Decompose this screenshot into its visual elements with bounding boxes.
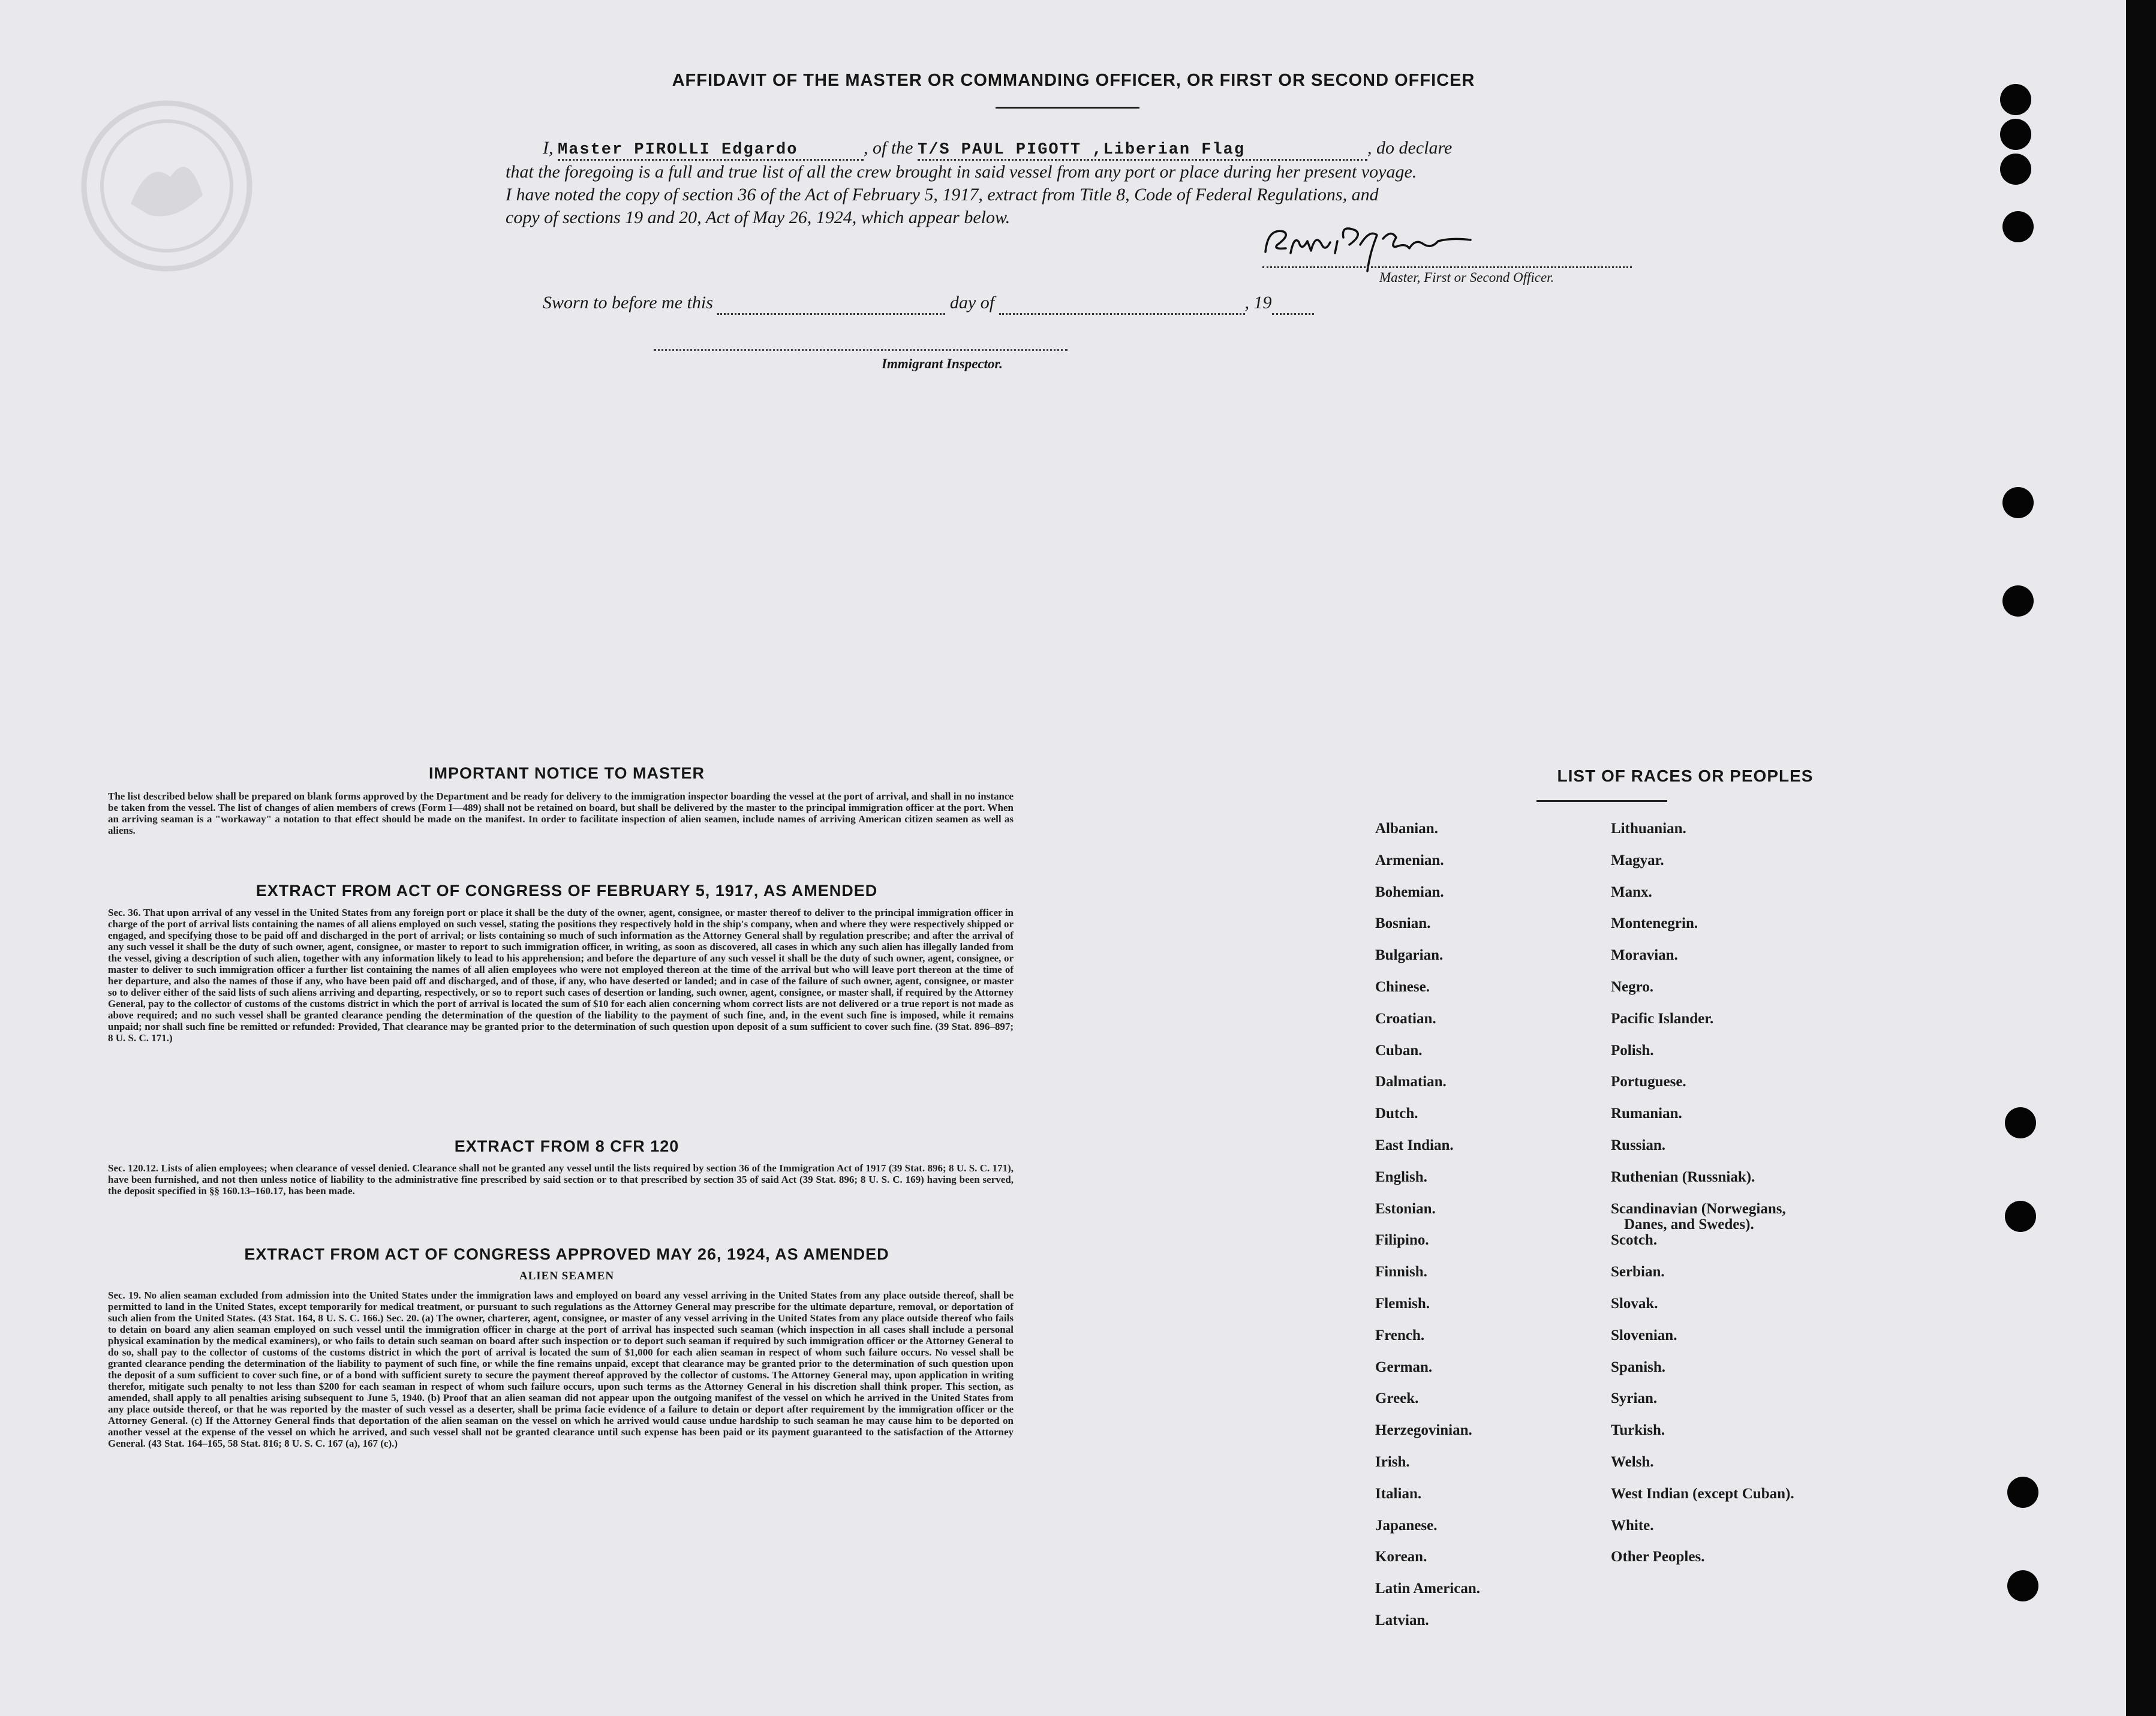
cfr-title: EXTRACT FROM 8 CFR 120 <box>454 1137 679 1155</box>
race-item: Bulgarian. <box>1375 947 1444 964</box>
act-1917-title: EXTRACT FROM ACT OF CONGRESS OF FEBRUARY 5, 1917, AS AMENDED <box>255 882 878 900</box>
race-item: Dutch. <box>1375 1105 1418 1122</box>
race-item: English. <box>1375 1168 1427 1185</box>
scan-edge <box>2126 0 2156 1716</box>
inspector-signature-line <box>654 349 1068 351</box>
notice-text: The list described below shall be prepared on blank forms approved by the Department and be ready for delivery to the immigration inspector boarding the vessel at the port of arrival, and shall in no instance be taken from the vessel. The list of changes of alien members of crews (Form I—489) shall not be retained on board, but shall be delivered by the master to the principal immigration officer at the port. When an arriving seaman is a "workaway" a notation to that effect should be made on the manifest. In order to facilitate inspection of alien seamen, include names of arriving American citizen seamen as well as aliens. <box>108 791 1014 836</box>
title-rule <box>996 107 1139 109</box>
punch-hole <box>2002 487 2034 518</box>
sworn-prefix: Sworn to before me this <box>543 293 713 312</box>
signature-caption: Master, First or Second Officer. <box>1379 270 1554 285</box>
race-item: Turkish. <box>1611 1422 1665 1439</box>
race-item: Danes, and Swedes). <box>1624 1216 1754 1233</box>
race-item: Serbian. <box>1611 1264 1665 1281</box>
race-item: Magyar. <box>1611 852 1664 868</box>
race-item: Latvian. <box>1375 1612 1429 1628</box>
race-item: Latin American. <box>1375 1580 1480 1597</box>
declaration-line-2: that the foregoing is a full and true list of all the crew brought in said vessel from any port or place during her present voyage. <box>506 162 1417 182</box>
punch-hole <box>2005 1107 2036 1138</box>
race-item: Welsh. <box>1611 1454 1654 1470</box>
race-item: Croatian. <box>1375 1010 1436 1027</box>
race-item: Rumanian. <box>1611 1105 1682 1122</box>
vessel-value: T/S PAUL PIGOTT ,Liberian Flag <box>918 141 1246 159</box>
race-item: Estonian. <box>1375 1200 1436 1217</box>
act-1917-text: Sec. 36. That upon arrival of any vessel in the United States from any foreign port or place it shall be the duty of the owner, agent, consignee, or master thereof to deliver to the principal immigration officer in charge of the port of arrival lists containing the names of all aliens employed on such vessel, stating the positions they respectively hold in the ship's company, when and where they were respectively shipped or engaged, and specifying those to be paid off and discharged in the port of arrival; or lists containing so much of such information as the Attorney General shall by regulation prescribe; and after the arrival of any such vessel it shall be the duty of such owner, agent, consignee, or master to report to such immigration officer, in writing, as soon as discovered, all cases in which any such alien has illegally landed from the vessel, giving a description of such alien, together with any information likely to lead to his apprehension; and before the departure of any such vessel it shall be the duty of such owner, agent, consignee, or master to deliver to such immigration officer a further list containing the names of all alien employees who were not employed thereon at the time of the arrival but who will leave port thereon at the time of her departure, and also the names of those if any, who have been paid off and discharged, and of those, if any, who have deserted or landed; and in case of the failure of such owner, agent, consignee, or master so to deliver either of the said lists of such aliens arriving and departing, respectively, or so to report such cases of desertion or landing, such owner, agent, consignee, or master shall, if required by the Attorney General, pay to the collector of customs of the customs district in which the port of arrival is located the sum of $10 for each alien concerning whom correct lists are not delivered or a true report is not made as above required; and no such vessel shall be granted clearance pending the determination of the question of the liability to the payment of such fine, and, in the event such fine is imposed, while it remains unpaid; nor shall such fine be remitted or refunded: Provided, That clearance may be granted prior to the determination of such question upon deposit of a sum sufficient to cover such fine. (39 Stat. 896–897; 8 U. S. C. 171.) <box>108 907 1014 1044</box>
race-item: Manx. <box>1611 883 1652 900</box>
notice-title: IMPORTANT NOTICE TO MASTER <box>429 764 705 782</box>
race-item: Slovak. <box>1611 1296 1658 1312</box>
race-item: Armenian. <box>1375 852 1444 868</box>
race-item: Greek. <box>1375 1390 1419 1407</box>
race-item: Finnish. <box>1375 1264 1427 1281</box>
race-item: Scotch. <box>1611 1232 1658 1249</box>
sworn-year-label: , 19 <box>1244 293 1272 312</box>
race-item: Negro. <box>1611 979 1654 995</box>
race-item: Cuban. <box>1375 1042 1423 1059</box>
declaration-pronoun: I, <box>543 138 554 158</box>
sworn-date-field <box>717 293 945 315</box>
race-item: Bohemian. <box>1375 883 1444 900</box>
declaration-line-4: copy of sections 19 and 20, Act of May 26, 1924, which appear below. <box>506 208 1011 227</box>
signature-line <box>1262 266 1632 268</box>
race-item: Bosnian. <box>1375 915 1431 932</box>
race-item: Flemish. <box>1375 1296 1430 1312</box>
punch-hole <box>2005 1201 2036 1232</box>
act-1924-title: EXTRACT FROM ACT OF CONGRESS APPROVED MAY 26, 1924, AS AMENDED <box>244 1245 889 1263</box>
inspector-caption: Immigrant Inspector. <box>882 356 1003 371</box>
vessel-field <box>918 138 1367 161</box>
race-item: Polish. <box>1611 1042 1654 1059</box>
of-the-label: , of the <box>864 138 913 158</box>
race-item: Montenegrin. <box>1611 915 1698 932</box>
race-item: Lithuanian. <box>1611 821 1686 837</box>
race-item: Russian. <box>1611 1137 1666 1153</box>
affidavit-title: AFFIDAVIT OF THE MASTER OR COMMANDING OFFICER, OR FIRST OR SECOND OFFICER <box>672 71 1475 90</box>
race-item: Irish. <box>1375 1454 1410 1470</box>
alien-seamen-subtitle: ALIEN SEAMEN <box>519 1270 615 1282</box>
punch-hole <box>2007 1477 2038 1508</box>
race-item: Japanese. <box>1375 1517 1438 1534</box>
race-item: French. <box>1375 1327 1425 1344</box>
handwritten-signature <box>1259 217 1511 277</box>
race-item: Korean. <box>1375 1549 1427 1565</box>
race-item: Chinese. <box>1375 979 1430 995</box>
races-title-rule <box>1536 800 1667 802</box>
do-declare-label: , do declare <box>1367 138 1453 158</box>
race-item: German. <box>1375 1359 1433 1375</box>
race-item: Albanian. <box>1375 821 1438 837</box>
master-name-field <box>558 138 864 161</box>
race-item: Moravian. <box>1611 947 1678 964</box>
declaration-line-3: I have noted the copy of section 36 of the Act of February 5, 1917, extract from Title 8, Code of Federal Regulations, and <box>506 185 1379 205</box>
declaration-line-1 <box>543 138 1452 161</box>
race-item: Dalmatian. <box>1375 1074 1447 1090</box>
punch-hole <box>2000 119 2031 150</box>
punch-hole <box>2002 585 2034 617</box>
master-name-value: Master PIROLLI Edgardo <box>558 141 798 159</box>
race-item: Herzegovinian. <box>1375 1422 1472 1439</box>
races-title: LIST OF RACES OR PEOPLES <box>1557 767 1814 785</box>
race-item: Syrian. <box>1611 1390 1658 1407</box>
race-item: Spanish. <box>1611 1359 1666 1375</box>
sworn-year-field <box>1272 293 1314 315</box>
punch-hole <box>2007 1570 2038 1601</box>
race-item: Italian. <box>1375 1485 1422 1502</box>
sworn-line <box>543 293 1314 315</box>
race-item: Scandinavian (Norwegians, <box>1611 1200 1786 1217</box>
race-item: Slovenian. <box>1611 1327 1677 1344</box>
race-item: Filipino. <box>1375 1232 1429 1249</box>
embossed-seal-icon <box>77 96 257 276</box>
sworn-month-field <box>999 293 1245 315</box>
race-item: Portuguese. <box>1611 1074 1686 1090</box>
race-item: East Indian. <box>1375 1137 1454 1153</box>
sworn-day-label: day of <box>949 293 995 312</box>
punch-hole <box>2000 84 2031 115</box>
race-item: Pacific Islander. <box>1611 1010 1714 1027</box>
act-1924-text: Sec. 19. No alien seaman excluded from admission into the United States under the immigration laws and employed on board any vessel arriving in the United States from any place outside thereof, shall be permitted to land in the United States, except temporarily for medical treatment, or pursuant to such regulations as the Attorney General may prescribe for the ultimate departure, removal, or deportation of such alien from the United States. (43 Stat. 164, 8 U. S. C. 166.) Sec. 20. (a) The owner, charterer, agent, consignee, or master of any vessel arriving in the United States from any place outside thereof who fails to detain on board any alien seaman employed on such vessel until the immigration officer in charge at the port of arrival has inspected such seaman (which inspection in all cases shall include a personal physical examination by the medical examiners), or who fails to detain such seaman on board after such inspection or to deport such seaman if required by such immigration officer or the Attorney General to do so, shall pay to the collector of customs of the customs district in which the port of arrival is located the sum of $1,000 for each alien seaman in respect of whom such failure occurs. No vessel shall be granted clearance pending the determination of the liability to payment of such fine, or while the fine remains unpaid, except that clearance may be granted prior to the determination of such question upon the deposit of a sum sufficient to cover such fine, or of a bond with sufficient surety to secure the payment thereof approved by the collector of customs. The Attorney General may, upon application in writing therefor, mitigate such penalty to not less than $200 for each seaman in respect of whom such failure occurs, upon such terms as the Attorney General in his discretion shall think proper. This section, as amended, shall apply to all penalties arising subsequent to June 5, 1940. (b) Proof that an alien seaman did not appear upon the outgoing manifest of the vessel on which he arrived in the United States from any place outside thereof, or that he was reported by the master of such vessel as a deserter, shall be prima facie evidence of a failure to detain or deport after requirement by the immigration officer or the Attorney General. (c) If the Attorney General finds that deportation of the alien seaman on the vessel on which he arrived would cause undue hardship to such seaman he may cause him to be deported on another vessel at the expense of the vessel on which he arrived, and such vessel shall not be granted clearance until such expense has been paid or its payment guaranteed to the satisfaction of the Attorney General. (43 Stat. 164–165, 58 Stat. 816; 8 U. S. C. 167 (a), 167 (c).) <box>108 1290 1014 1449</box>
race-item: West Indian (except Cuban). <box>1611 1485 1794 1502</box>
cfr-text: Sec. 120.12. Lists of alien employees; when clearance of vessel denied. Clearance shall not be granted any vessel until the lists required by section 36 of the Immigration Act of 1917 (39 Stat. 896; 8 U. S. C. 171), have been furnished, and not then unless notice of liability to the administrative fine prescribed by said section or to that prescribed by section 35 of said Act (39 Stat. 896; 8 U. S. C. 169) having been served, the deposit specified in §§ 160.13–160.17, has been made. <box>108 1162 1014 1197</box>
race-item: Other Peoples. <box>1611 1549 1705 1565</box>
punch-hole <box>2000 154 2031 185</box>
race-item: White. <box>1611 1517 1654 1534</box>
punch-hole <box>2002 211 2034 242</box>
race-item: Ruthenian (Russniak). <box>1611 1168 1755 1185</box>
